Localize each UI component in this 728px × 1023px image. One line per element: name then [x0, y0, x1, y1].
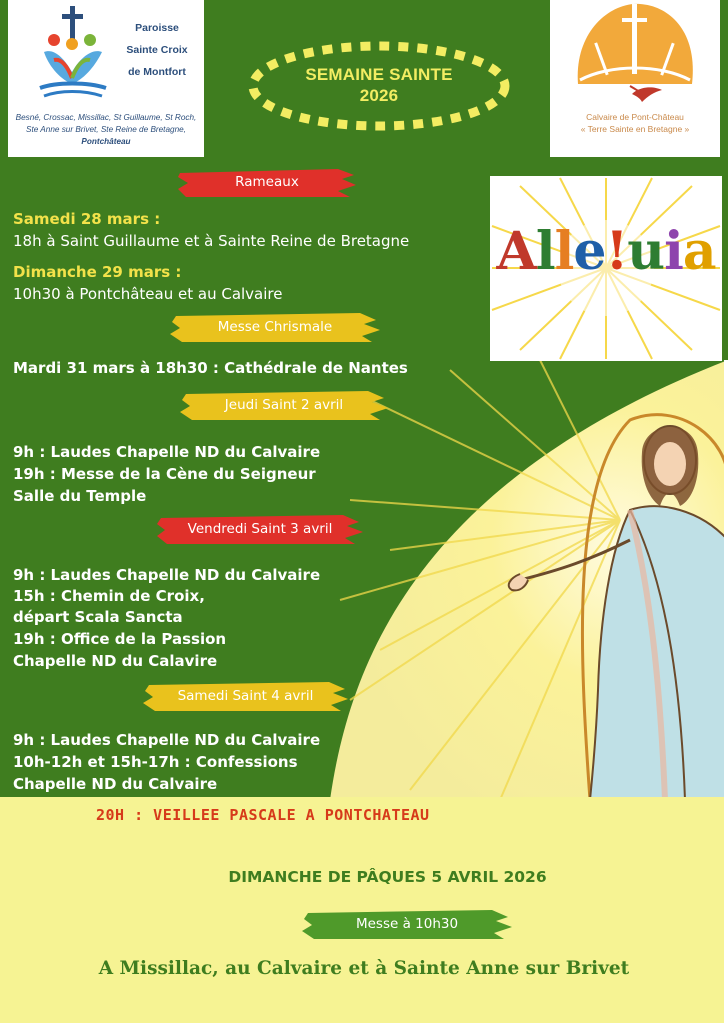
- alleluia-letter: l: [554, 221, 574, 282]
- alleluia-box: [490, 176, 722, 361]
- rameaux-sunday-label: Dimanche 29 mars :: [13, 263, 182, 281]
- title-line2: 2026: [359, 86, 399, 105]
- parish-name-line2: Sainte Croix: [126, 44, 188, 56]
- jeudi-line3: Salle du Temple: [13, 487, 147, 505]
- easter-vigil: 20H : VEILLEE PASCALE A PONTCHATEAU: [96, 806, 430, 824]
- calvary-caption-line1: Calvaire de Pont-Château: [586, 112, 684, 122]
- banner-samedi: [143, 677, 348, 715]
- banner-easter-mass: [302, 905, 512, 943]
- parish-name-line3: de Montfort: [128, 66, 186, 78]
- rameaux-saturday-label: Samedi 28 mars :: [13, 210, 161, 228]
- vendredi-line4: 19h : Office de la Passion: [13, 630, 227, 648]
- parish-logo-box: [8, 0, 204, 157]
- alleluia-letter: l: [535, 221, 555, 282]
- alleluia-letter: A: [496, 221, 536, 282]
- banner-vendredi: [157, 510, 363, 548]
- title-line1: SEMAINE SAINTE: [305, 65, 453, 84]
- jeudi-line2: 19h : Messe de la Cène du Seigneur: [13, 465, 316, 483]
- calvary-logo-box: [550, 0, 720, 157]
- alleluia-letter: a: [682, 221, 716, 282]
- banner-rameaux-label: Rameaux: [235, 174, 299, 190]
- parish-towns-line1: Besné, Crossac, Missillac, St Guillaume, St Roch,: [15, 113, 197, 122]
- alleluia-word: [490, 222, 722, 282]
- parish-emblem-icon: [14, 2, 114, 112]
- easter-places: A Missillac, au Calvaire et à Sainte Anne sur Brivet: [98, 958, 630, 979]
- banner-vendredi-label: Vendredi Saint 3 avril: [187, 521, 333, 537]
- vendredi-line1: 9h : Laudes Chapelle ND du Calvaire: [13, 566, 321, 584]
- samedi-line1: 9h : Laudes Chapelle ND du Calvaire: [13, 731, 321, 749]
- banner-easter-mass-label: Messe à 10h30: [355, 916, 459, 932]
- vendredi-line3: départ Scala Sancta: [13, 608, 183, 626]
- easter-day: DIMANCHE DE PÂQUES 5 AVRIL 2026: [228, 868, 547, 886]
- parish-towns-line3: Pontchâteau: [81, 137, 131, 146]
- vendredi-line2: 15h : Chemin de Croix,: [13, 587, 205, 605]
- rameaux-sunday-text: 10h30 à Pontchâteau et au Calvaire: [13, 285, 283, 303]
- banner-jeudi-label: Jeudi Saint 2 avril: [224, 397, 344, 413]
- banner-rameaux: [178, 163, 356, 201]
- banner-jeudi: [180, 386, 388, 424]
- vendredi-line5: Chapelle ND du Calavire: [13, 652, 218, 670]
- alleluia-letter: i: [664, 221, 683, 282]
- right-edge-strip: [724, 360, 728, 1023]
- calvary-caption-line2: « Terre Sainte en Bretagne »: [580, 124, 690, 134]
- risen-christ-illustration: [330, 360, 728, 800]
- parish-towns: [8, 112, 204, 148]
- alleluia-letter: !: [605, 221, 628, 282]
- alleluia-letter: u: [627, 221, 665, 282]
- banner-chrismale-label: Messe Chrismale: [217, 319, 333, 335]
- parish-name-line1: Paroisse: [135, 22, 179, 34]
- jeudi-line1: 9h : Laudes Chapelle ND du Calvaire: [13, 443, 321, 461]
- chrismale-text: Mardi 31 mars à 18h30 : Cathédrale de Nantes: [13, 359, 408, 377]
- rameaux-saturday-text: 18h à Saint Guillaume et à Sainte Reine de Bretagne: [13, 232, 410, 250]
- banner-samedi-label: Samedi Saint 4 avril: [177, 688, 314, 704]
- parish-towns-line2: Ste Anne sur Brivet, Ste Reine de Bretagne,: [26, 125, 186, 134]
- calvary-emblem-icon: [570, 2, 700, 107]
- page-title: [245, 64, 513, 106]
- banner-chrismale: [170, 308, 380, 346]
- samedi-line3: Chapelle ND du Calvaire: [13, 775, 218, 793]
- alleluia-letter: e: [573, 221, 606, 282]
- samedi-line2: 10h-12h et 15h-17h : Confessions: [13, 753, 298, 771]
